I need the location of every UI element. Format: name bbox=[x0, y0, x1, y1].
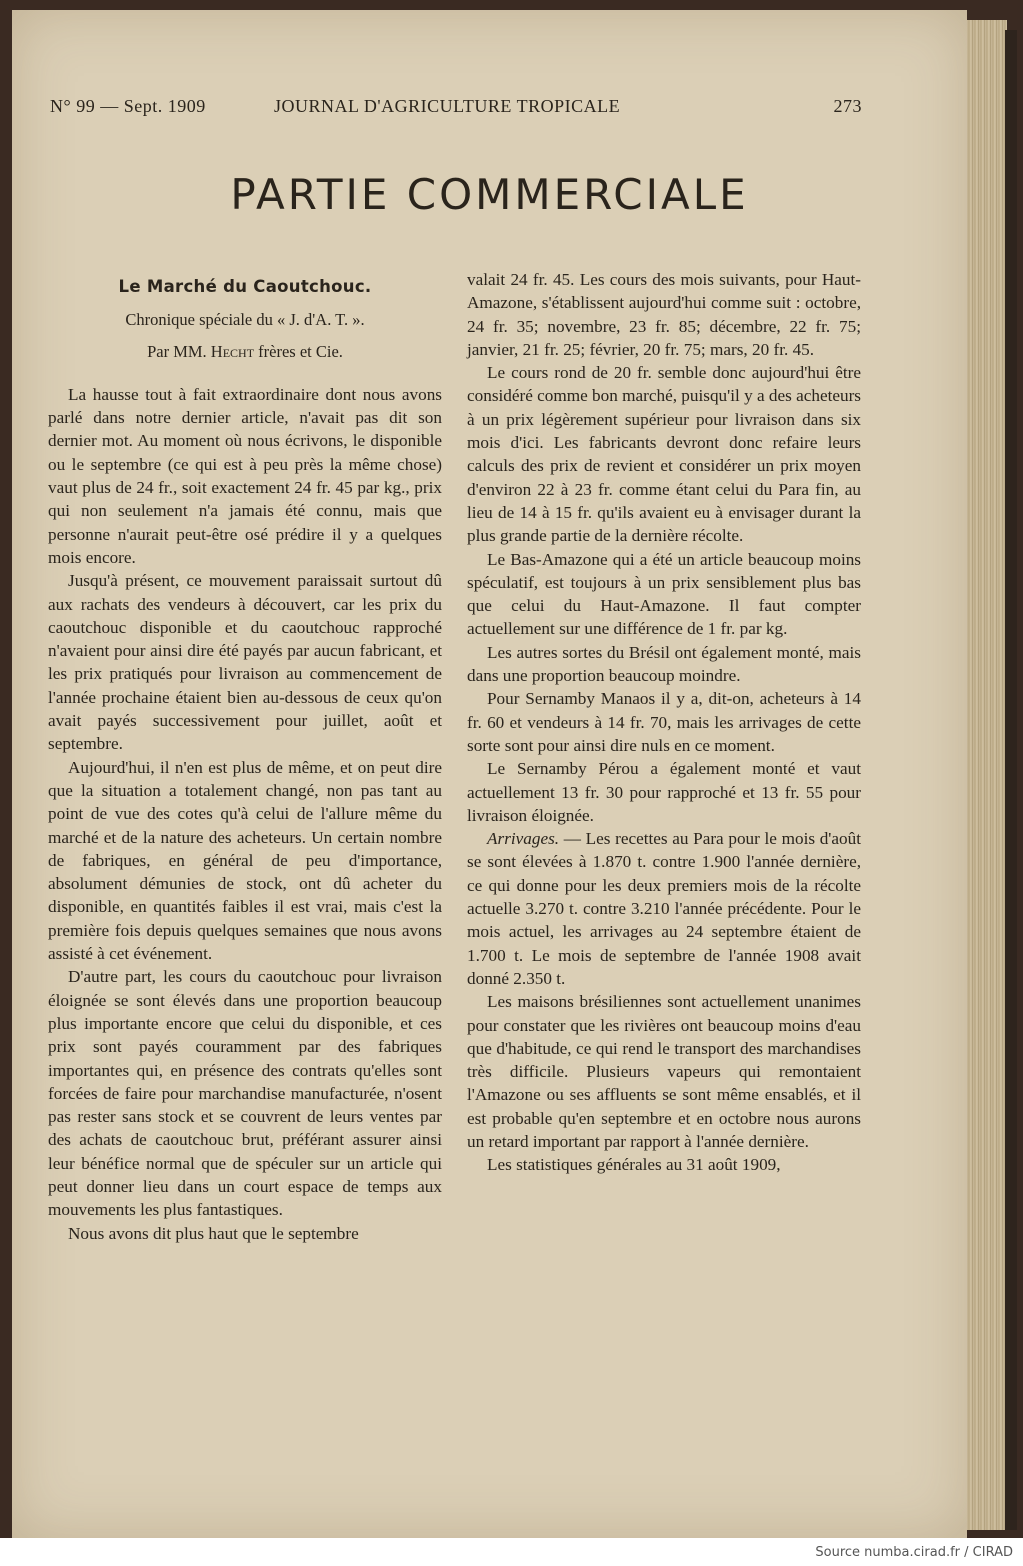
paragraph: Le Sernamby Pérou a également monté et vaut actuellement 13 fr. 30 pour rapproché et 13 fr. 55 pour livraison éloignée. bbox=[467, 759, 861, 825]
source-credit: Source numba.cirad.fr / CIRAD bbox=[815, 1545, 1013, 1560]
section-title: PARTIE COMMERCIALE bbox=[230, 170, 749, 219]
arrivages-text: — Les recettes au Para pour le mois d'août se sont élevées à 1.870 t. contre 1.900 l'année dernière, ce qui donne pour les deux premiers mois de la récolte actuelle 3.270 t. contre 3.210 l'année précédente. Pour le mois actuel, les arrivages au 24 septembre étaient de 1.700 t. Le mois de septembre de l'année 1908 avait donné 2.350 t. bbox=[467, 829, 861, 988]
authors-name: Hecht bbox=[210, 341, 255, 361]
authors-suffix: frères et Cie. bbox=[254, 341, 343, 361]
journal-page bbox=[12, 10, 967, 1538]
paragraph: Les autres sortes du Brésil ont également monté, mais dans une proportion beaucoup moindre. bbox=[467, 642, 861, 686]
article-subtitle: Chronique spéciale du « J. d'A. T. ». bbox=[125, 310, 365, 330]
paragraph: D'autre part, les cours du caoutchouc pour livraison éloignée se sont élevés dans une proportion beaucoup plus importante encore que celui du disponible, et ces prix sont payés couramment par des fabriques importantes qui, en présence des contrats qu'elles sont forcées de faire pour marchandise manufacturée, n'osent pas rester sans stock et se couvrent de leurs ventes par des achats de caoutchouc brut, préférant assurer ainsi leur bénéfice normal que de spéculer sur un article qui peut donner lieu dans un court espace de temps aux mouvements les plus fantastiques. bbox=[48, 967, 442, 1220]
paragraph-arrivages bbox=[467, 827, 861, 990]
paragraph: Les statistiques générales au 31 août 1909, bbox=[487, 1155, 781, 1175]
arrivages-label: Arrivages. bbox=[487, 829, 560, 849]
paragraph: Le cours rond de 20 fr. semble donc aujourd'hui être considéré comme bon marché, puisqu'il y a des acheteurs à un prix légèrement supérieur pour livraison dans six mois d'ici. Les fabricants devront donc refaire leurs calculs des prix de revient et considérer un prix moyen d'environ 22 à 23 fr. comme étant celui du Para fin, au lieu de 14 à 15 fr. qu'ils avaient eu à envisager durant la plus grande partie de la dernière récolte. bbox=[467, 363, 861, 546]
article-authors bbox=[48, 340, 442, 363]
paragraph: Aujourd'hui, il n'en est plus de même, et on peut dire que la situation a totalement changé, non pas tant au point de vue des cotes qu'à celui de l'allure même du marché et de la nature des acheteurs. Un certain nombre de fabriques, en général de peu d'importance, absolument démunies de stock, ont dû acheter du disponible, en quantités faibles il est vrai, mais c'est la première fois depuis quelques semaines que nous avons assisté à cet événement. bbox=[48, 757, 442, 964]
paragraph-continuation: valait 24 fr. 45. Les cours des mois suivants, pour Haut-Amazone, s'établissent aujourd'hui comme suit : octobre, 24 fr. 35; novembre, 23 fr. 85; décembre, 22 fr. 75; janvier, 21 fr. 25; février, 20 fr. 75; mars, 20 fr. 45. bbox=[467, 270, 861, 359]
right-column bbox=[467, 268, 861, 1177]
page-number: 273 bbox=[833, 96, 862, 116]
paragraph: Nous avons dit plus haut que le septembre bbox=[68, 1223, 359, 1243]
paragraph: Le Bas-Amazone qui a été un article beaucoup moins spéculatif, est toujours à un prix sensiblement plus bas que celui du Haut-Amazone. Il faut compter actuellement sur une différence de 1 fr. par kg. bbox=[467, 549, 861, 639]
paragraph: Pour Sernamby Manaos il y a, dit-on, acheteurs à 14 fr. 60 et vendeurs à 14 fr. 70, mais les arrivages de cette sorte sont pour ainsi dire nuls en ce moment. bbox=[467, 689, 861, 755]
binding-edge bbox=[1005, 30, 1017, 1530]
issue-number: N° 99 — Sept. 1909 bbox=[50, 96, 206, 116]
page-edges bbox=[967, 20, 1007, 1530]
left-column bbox=[48, 275, 442, 1245]
authors-prefix: Par MM. bbox=[147, 341, 211, 361]
paragraph: Les maisons brésiliennes sont actuellement unanimes pour constater que les rivières ont beaucoup moins d'eau que d'habitude, ce qui rend le transport des marchandises très difficile. Plusieurs vapeurs qui remontaient l'Amazone ou ses affluents se sont même ensablés, et il est probable qu'en septembre et en octobre nous aurons un retard important par rapport à l'année dernière. bbox=[467, 992, 861, 1151]
paragraph: La hausse tout à fait extraordinaire dont nous avons parlé dans notre dernier article, n'avait pas dit son dernier mot. Au moment où nous écrivons, le disponible ou le septembre (ce qui est à peu près la même chose) vaut plus de 24 fr., soit exactement 24 fr. 45 par kg., prix qui non seulement n'a jamais été connu, mais que personne n'aurait peut-être osé prédire il y a quelques mois encore. bbox=[48, 384, 442, 567]
paragraph: Jusqu'à présent, ce mouvement paraissait surtout dû aux rachats des vendeurs à découvert, car les prix du caoutchouc disponible et du caoutchouc rapproché n'avaient pour ainsi dire été payés par aucun fabricant, et les prix pratiqués pour livraison au commencement de l'année prochaine étaient bien au-dessous de ceux qu'on avait payés successivement pour juillet, août et septembre. bbox=[48, 571, 442, 754]
journal-name: JOURNAL D'AGRICULTURE TROPICALE bbox=[274, 96, 621, 116]
article-title: Le Marché du Caoutchouc. bbox=[118, 277, 372, 296]
